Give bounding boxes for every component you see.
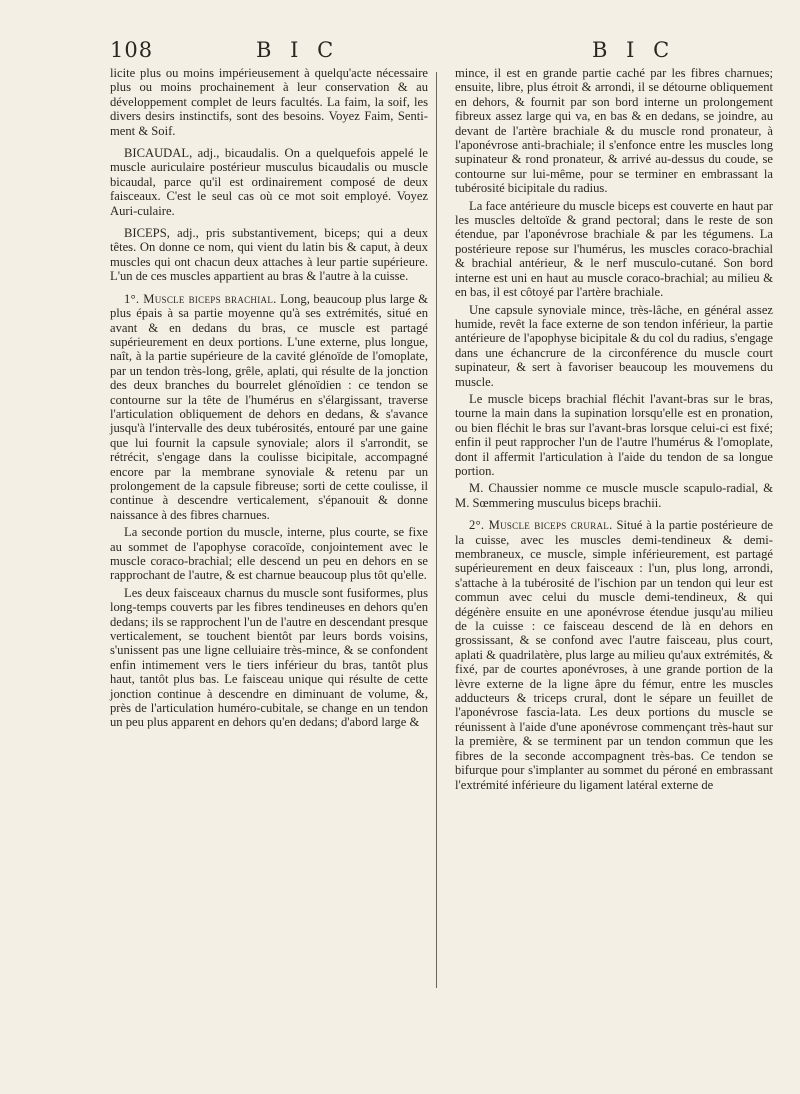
paragraph: Les deux faisceaux charnus du muscle sont fusiformes, plus long-temps couverts par les fibres tendineuses en dehors qu'en dedans; ils se rapprochent l'un de l'autre en descendant presque verticalement, se touchent bientôt par leurs bords voisins, s'unissent pas une ligne celluiaire très-mince, & se confondent enfin intimement vers le tiers inférieur du bras, tantôt plus haut, tantôt plus bas. Le faisceau unique qui résulte de cette jonction continue à descendre en diminuant de volume, &, près de l'articulation huméro-cubitale, se change en un tendon un peu plus apparent en dehors qu'en dedans; d'abord large & (110, 585, 428, 730)
running-head-left: B I C (256, 38, 340, 62)
column-divider (436, 72, 437, 988)
running-head (0, 38, 800, 68)
paragraph: Une capsule synoviale mince, très-lâche, en général assez humide, revêt la face externe de son tendon inférieur, la partie antérieure de l'apophyse bicipitale & du col du radius, s'engage dans une échancrure de la circonférence du muscle court supinateur, & sert à favoriser beaucoup les mouvemens du muscle. (455, 302, 773, 389)
entry-biceps (110, 226, 428, 284)
paragraph: La face antérieure du muscle biceps est couverte en haut par les muscles deltoïde & grand pectoral; dans le reste de son étendue, par l'aponévrose brachiale & par les tégumens. La postérieure repose sur l'humérus, les muscles coraco-brachial & brachial antérieur, & le nerf musculo-cutané. Son bord interne est uni en haut au muscle coraco-brachial; au milieu & en bas, il est côtoyé par l'artère brachiale. (455, 198, 773, 300)
paragraph: mince, il est en grande partie caché par les fibres charnues; ensuite, libre, plus étroit & arrondi, il se détourne obliquement en dehors, & fournit par son bord interne un prolongement fibreux assez large qui va, en bas & en dedans, se joindre, au devant de l'artère brachiale & du muscle rond pronateur, à l'aponévrose anti-brachiale; il s'enfonce entre les muscles long supinateur & rond pronateur, & arrivé au-dessus du coude, se contourne sur lui-même, pour se terminer en embrassant la tubérosité bicipitale du radius. (455, 66, 773, 196)
subentry-biceps-crural (455, 518, 773, 792)
running-head-right: B I C (592, 38, 676, 62)
paragraph: licite plus ou moins impérieusement à quelqu'acte nécessaire plus ou moins prochainement à leur conservation & au développement complet de leurs facultés. La faim, la soif, les divers desirs instinctifs, sont des besoins. Voyez Faim, Senti-ment & Soif. (110, 66, 428, 138)
entry-headword: BICEPS (124, 226, 167, 241)
right-column (455, 66, 773, 795)
subentry-heading: 1°. Muscle biceps brachial. (124, 291, 277, 306)
subentry-heading: 2°. Muscle biceps crural. (469, 518, 613, 533)
paragraph: La seconde portion du muscle, interne, plus courte, se fixe au sommet de l'apophyse coracoïde, conjointement avec le muscle coraco-brachial; elle descend un peu en dehors en se rapprochant de l'autre, & est charnue beaucoup plus tôt qu'elle. (110, 525, 428, 583)
subentry-biceps-brachial (110, 292, 428, 523)
entry-headword: BICAUDAL (124, 146, 190, 161)
paragraph: Le muscle biceps brachial fléchit l'avant-bras sur le bras, tourne la main dans la supination lorsqu'elle est en pronation, ou bien fléchit le bras sur l'avant-bras lorsque celui-ci est fixé; enfin il peut rapprocher l'un de l'autre l'humérus & l'omoplate, dont il affermit l'articulation à l'aide du tendon de sa longue portion. (455, 391, 773, 478)
paragraph: M. Chaussier nomme ce muscle muscle scapulo-radial, & M. Sœmmering musculus biceps brachii. (455, 481, 773, 510)
subentry-text: Long, beaucoup plus large & plus épais à sa partie moyenne qu'à ses extrémités, situé en avant & en dedans du bras, ce muscle est partagé supérieurement en deux portions. L'une externe, plus longue, naît, à la partie supérieure de la cavité glénoïde de l'omoplate, par un tendon très-long, grêle, aplati, qui résulte de la jonction des deux branches du bourrelet glénoïdien : ce tendon se contourne sur la tête de l'humérus en s'élargissant, traverse l'articulation obliquement de dehors en dedans, & s'avance jusqu'à l'intervalle des deux tubérosités, entouré par une gaine que lui fournit la capsule synoviale; alors il s'arrondit, se rétrécit, s'engage dans la coulisse bicipitale, accompagné encore par la membrane synoviale & retenu par un prolongement de la capsule fibreuse; sorti de cette coulisse, il continue à descendre verticalement, s'épanouit & donne naissance à des fibres charnues. (110, 291, 428, 522)
entry-bicaudal (110, 146, 428, 218)
entry-text: , adj., pris substantivement, biceps; qui a deux têtes. On donne ce nom, qui vient du latin bis & caput, à deux muscles qui ont chacun deux attaches à leur partie supérieure. L'un de ces muscles appartient au bras & l'autre à la cuisse. (110, 226, 428, 284)
subentry-text: Situé à la partie postérieure de la cuisse, avec les muscles demi-tendineux & demi-membraneux, ce muscle, simple inférieurement, est partagé supérieurement en deux faisceaux : l'un, plus long, arrondi, s'attache à la tubérosité de l'ischion par un tendon qui leur est commun avec celui du muscle demi-tendineux, & qui dégénère ensuite en une aponévrose étendue jusqu'au milieu de la cuisse : ce faisceau descend de là en dehors en grossissant, & se confond avec l'autre faisceau, plus court, aplati & quadrilatère, plus large au milieu qu'aux extrémités, & fixé, par de courtes aponévroses, à une grande portion de la lèvre externe de la ligne âpre du fémur, entre les muscles adducteurs & triceps crural, dont le sépare un feuillet de l'aponévrose fascia-lata. Les deux portions du muscle se réunissent à l'aide d'une aponévrose commençant très-haut sur la première, & se terminent par un tendon commun que les fibres de la seconde accompagnent très-bas. Ce tendon se bifurque pour s'implanter au sommet du péroné en embrassant l'extrémité inférieure du ligament latéral externe de (455, 518, 773, 792)
entry-text: , adj., bicaudalis. On a quelquefois appelé le muscle auriculaire postérieur musculus bicaudalis ou muscle bicaudal, parce qu'il est ordinairement composé de deux faisceaux. C'est le seul cas où ce mot soit employé. Voyez Auri-culaire. (110, 146, 428, 218)
page-number: 108 (110, 38, 154, 62)
left-column (110, 66, 428, 733)
